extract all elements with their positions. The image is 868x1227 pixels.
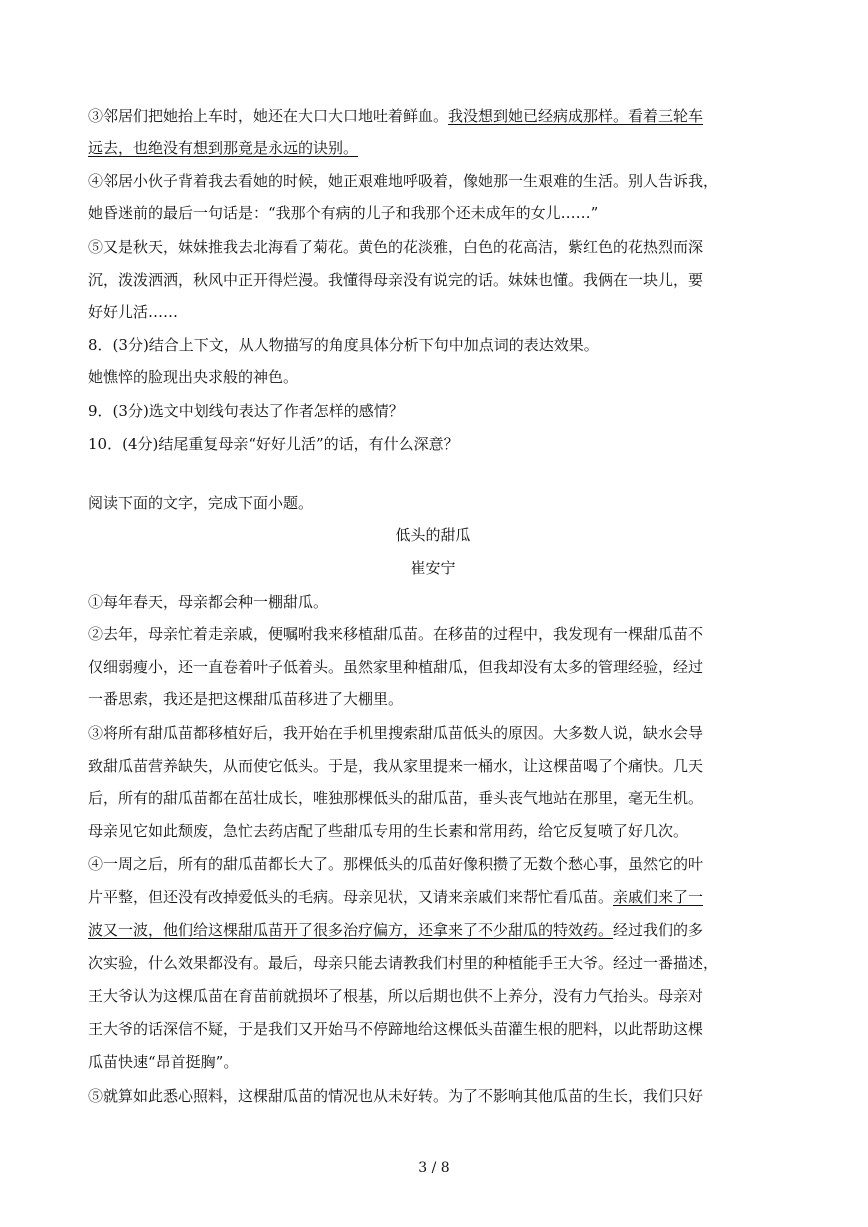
underlined-sentence: 亲戚们来了一 bbox=[613, 888, 704, 906]
b-paragraph-2-line-1: ②去年，母亲忙着走亲戚，便嘱咐我来移植甜瓜苗。在移苗的过程中，我发现有一棵甜瓜苗不 bbox=[88, 625, 704, 643]
paragraph-3-line-1 bbox=[88, 106, 778, 126]
article-title: 低头的甜瓜 bbox=[395, 526, 471, 544]
question-8-sentence: 她憔悴的脸现出央求般的神色。 bbox=[88, 368, 299, 386]
article-author: 崔安宁 bbox=[410, 559, 456, 577]
paragraph-5-line-3: 好好儿活…… bbox=[88, 303, 179, 321]
b-paragraph-4-line-3 bbox=[88, 920, 778, 940]
paragraph-4-line-2: 她昏迷前的最后一句话是：“我那个有病的儿子和我那个还未成年的女儿……” bbox=[88, 204, 599, 222]
b-paragraph-4-line-7: 瓜苗快速“昂首挺胸”。 bbox=[88, 1053, 239, 1071]
text-span: ③邻居们把她抬上车时，她还在大口大口地吐着鲜血。 bbox=[88, 107, 449, 125]
b-paragraph-3-line-2: 致甜瓜苗营养缺失，从而使它低头。于是，我从家里提来一桶水，让这棵苗喝了个痛快。几天 bbox=[88, 757, 704, 775]
b-paragraph-4-line-5: 王大爷认为这棵瓜苗在育苗前就损坏了根基，所以后期也供不上养分，没有力气抬头。母亲对 bbox=[88, 987, 704, 1005]
underlined-sentence: 我没想到她已经病成那样。看着三轮车 bbox=[448, 107, 704, 125]
reading-instruction: 阅读下面的文字，完成下面小题。 bbox=[88, 494, 314, 512]
paragraph-5-line-1: ⑤又是秋天，妹妹推我去北海看了菊花。黄色的花淡雅，白色的花高洁，紫红色的花热烈而深 bbox=[88, 238, 704, 256]
page-number: 3 / 8 bbox=[418, 1160, 450, 1176]
underlined-sentence: 波又一波，他们给这棵甜瓜苗开了很多治疗偏方，还拿来了不少甜瓜的特效药。 bbox=[88, 921, 614, 939]
text-span: 经过我们的多 bbox=[613, 921, 704, 939]
paragraph-3-line-2 bbox=[88, 138, 778, 158]
b-paragraph-3-line-3: 后，所有的甜瓜苗都在茁壮成长，唯独那棵低头的甜瓜苗，垂头丧气地站在那里，毫无生机。 bbox=[88, 789, 704, 807]
question-9: 9．(3分)选文中划线句表达了作者怎样的感情？ bbox=[88, 402, 404, 420]
b-paragraph-2-line-2: 仅细弱瘦小，还一直卷着叶子低着头。虽然家里种植甜瓜，但我却没有太多的管理经验，经过 bbox=[88, 658, 704, 676]
b-paragraph-2-line-3: 一番思索，我还是把这棵甜瓜苗移进了大棚里。 bbox=[88, 690, 404, 708]
b-paragraph-4-line-1: ④一周之后，所有的甜瓜苗都长大了。那棵低头的瓜苗好像积攒了无数个愁心事，虽然它的叶 bbox=[88, 855, 704, 873]
question-8: 8．(3分)结合上下文，从人物描写的角度具体分析下句中加点词的表达效果。 bbox=[88, 336, 599, 354]
b-paragraph-1: ①每年春天，母亲都会种一棚甜瓜。 bbox=[88, 593, 329, 611]
b-paragraph-4-line-2 bbox=[88, 887, 778, 907]
text-span: 片平整，但还没有改掉爱低头的毛病。母亲见状，又请来亲戚们来帮忙看瓜苗。 bbox=[88, 888, 614, 906]
paragraph-4-line-1: ④邻居小伙子背着我去看她的时候，她正艰难地呼吸着，像她那一生艰难的生活。别人告诉我， bbox=[88, 172, 719, 190]
b-paragraph-3-line-4: 母亲见它如此颓废，急忙去药店配了些甜瓜专用的生长素和常用药，给它反复喷了好几次。 bbox=[88, 822, 689, 840]
b-paragraph-4-line-6: 王大爷的话深信不疑，于是我们又开始马不停蹄地给这棵低头苗灌生根的肥料，以此帮助这棵 bbox=[88, 1020, 704, 1038]
b-paragraph-4-line-4: 次实验，什么效果都没有。最后，母亲只能去请教我们村里的种植能手王大爷。经过一番描述， bbox=[88, 954, 719, 972]
underlined-sentence: 远去，也绝没有想到那竟是永远的诀别。 bbox=[88, 139, 359, 157]
question-10: 10．(4分)结尾重复母亲“好好儿活”的话，有什么深意？ bbox=[88, 435, 459, 453]
paragraph-5-line-2: 沉，泼泼洒洒，秋风中正开得烂漫。我懂得母亲没有说完的话。妹妹也懂。我俩在一块儿，要 bbox=[88, 271, 704, 289]
b-paragraph-3-line-1: ③将所有甜瓜苗都移植好后，我开始在手机里搜索甜瓜苗低头的原因。大多数人说，缺水会导 bbox=[88, 724, 704, 742]
b-paragraph-5-line-1: ⑤就算如此悉心照料，这棵甜瓜苗的情况也从未好转。为了不影响其他瓜苗的生长，我们只好 bbox=[88, 1087, 704, 1105]
